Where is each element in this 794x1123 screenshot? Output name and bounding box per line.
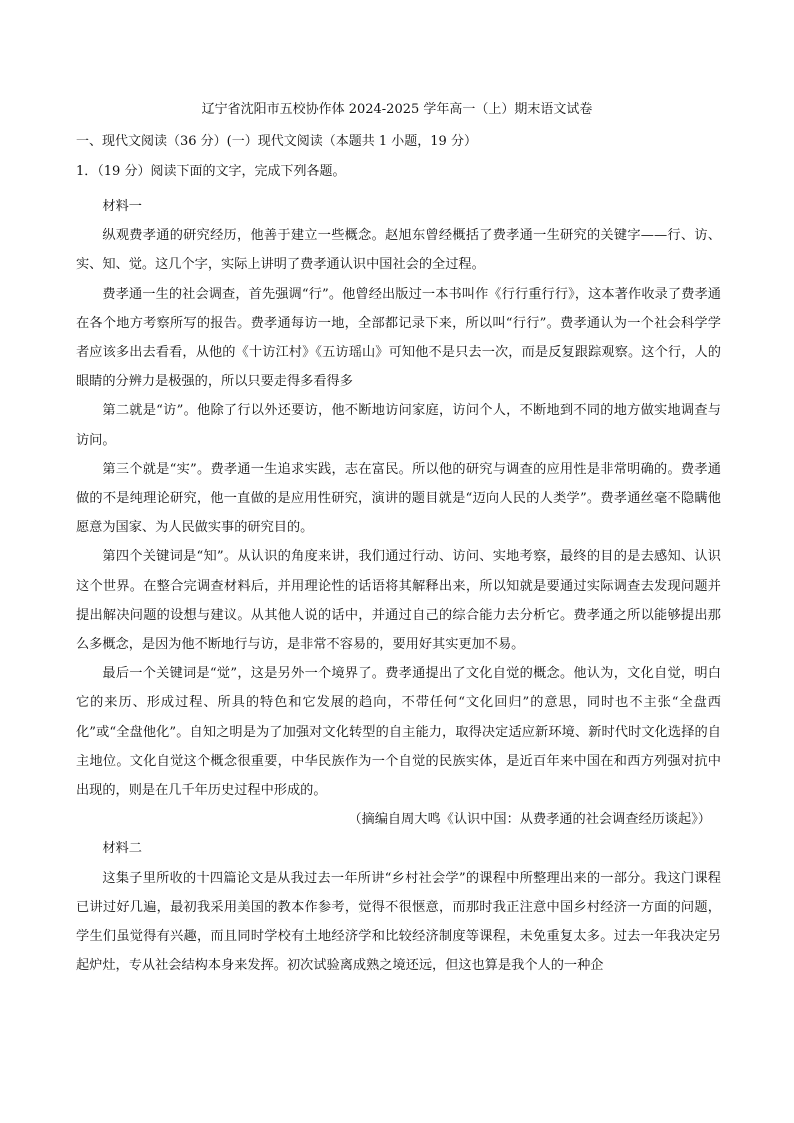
reading-passage (76, 192, 721, 980)
material1-label: 材料一 (102, 199, 142, 214)
material2-paragraph: 这集子里所收的十四篇论文是从我过去一年所讲“乡村社会学”的课程中所整理出来的一部分。我这门课程已讲过好几遍，最初我采用美国的教本作参考，觉得不很惬意，而那时我正注意中国乡村经济一方面的问题，学生们虽觉得有兴趣，而且同时学校有土地经济学和比较经济制度等课程，未免重复太多。过去一年我决定另起炉灶，专从社会结构本身来发挥。初次试验离成熟之境还远，但这也算是我个人的一种企 (76, 870, 721, 974)
paragraph-2: 费孝通一生的社会调查，首先强调“行”。他曾经出版过一本书叫作《行行重行行》，这本著作收录了费孝通在各个地方考察所写的报告。费孝通每访一地，全部都记录下来，所以叫“行行”。费孝通认为一个社会科学学者应该多出去看看，从他的《十访江村》《五访瑶山》可知他不是只去一次，而是反复跟踪观察。这个行，人的眼睛的分辨力是极强的，所以只要走得多看得多 (76, 286, 721, 390)
paragraph-5: 第四个关键词是“知”。从认识的角度来讲，我们通过行动、访问、实地考察，最终的目的是去感知、认识这个世界。在整合完调查材料后，并用理论性的话语将其解释出来，所以知就是要通过实际调查去发现问题并提出解决问题的设想与建议。从其他人说的话中，并通过自己的综合能力去分析它。费孝通之所以能够提出那么多概念，是因为他不断地行与访，是非常不容易的，要用好其实更加不易。 (76, 549, 721, 653)
document-title: 辽宁省沈阳市五校协作体 2024-2025 学年高一（上）期末语文试卷 (201, 102, 593, 117)
material2-label: 材料二 (102, 841, 142, 857)
paragraph-3: 第二就是“访”。他除了行以外还要访，他不断地访问家庭，访问个人，不断地到不同的地方做实地调查与访问。 (76, 403, 721, 448)
paragraph-1: 纵观费孝通的研究经历，他善于建立一些概念。赵旭东曾经概括了费孝通一生研究的关键字——行、访、实、知、觉。这几个字，实际上讲明了费孝通认识中国社会的全过程。 (76, 228, 721, 273)
paragraph-6: 最后一个关键词是“觉”，这是另外一个境界了。费孝通提出了文化自觉的概念。他认为，文化自觉，明白它的来历、形成过程、所具的特色和它发展的趋向，不带任何“文化回归”的意思，同时也不主张“全盘西化”或“全盘他化”。自知之明是为了加强对文化转型的自主能力，取得决定适应新环境、新时代时文化选择的自主地位。文化自觉这个概念很重要，中华民族作为一个自觉的民族实体，是近百年来中国在和西方列强对抗中出现的，则是在几千年历史过程中形成的。 (76, 666, 721, 799)
section-heading: 一、现代文阅读（36 分）(一）现代文阅读（本题共 1 小题，19 分） (76, 134, 477, 149)
material1-source: （摘编自周大鸣《认识中国：从费孝通的社会调查经历谈起》） (348, 812, 711, 828)
question-intro: 1．（19 分）阅读下面的文字，完成下列各题。 (76, 164, 346, 179)
paragraph-4: 第三个就是“实”。费孝通一生追求实践，志在富民。所以他的研究与调查的应用性是非常明确的。费孝通做的不是纯理论研究，他一直做的是应用性研究，演讲的题目就是“迈向人民的人类学”。费孝通丝毫不隐瞒他愿意为国家、为人民做实事的研究目的。 (76, 461, 721, 536)
